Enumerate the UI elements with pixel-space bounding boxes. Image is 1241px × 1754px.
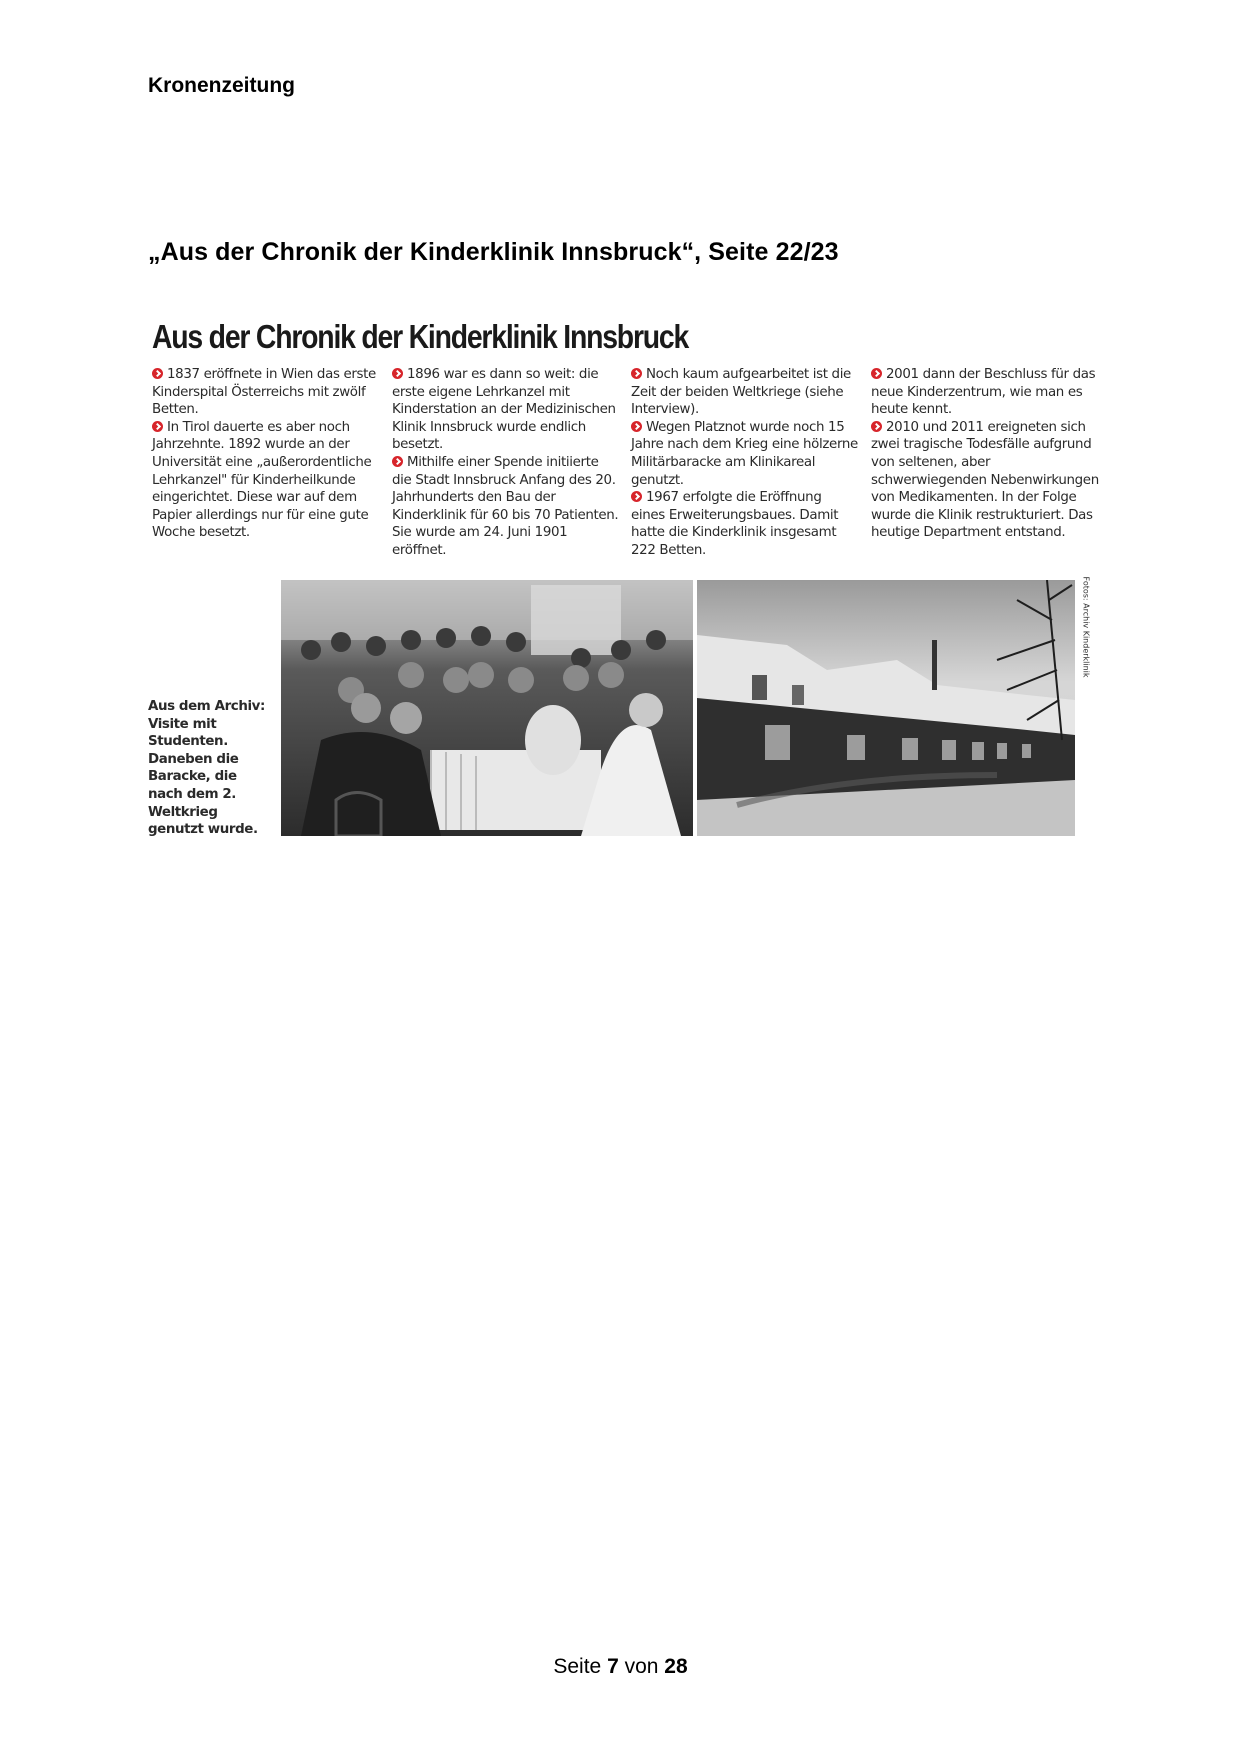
bullet-chevron-icon: [631, 368, 642, 379]
bullet-chevron-icon: [871, 368, 882, 379]
article-paragraph: [392, 366, 620, 454]
paragraph-text: 2010 und 2011 ereigneten sich zwei tragische Todesfälle aufgrund von seltenen, aber schwerwiegenden Nebenwirkungen von Medikamenten. In der Folge wurde die Klinik restrukturiert. Das heutige Department entstand.: [871, 419, 1099, 541]
bullet-chevron-icon: [392, 456, 403, 467]
barrack-photo: [697, 580, 1075, 836]
paragraph-text: 1967 erfolgte die Eröffnung eines Erweiterungsbaues. Damit hatte die Kinderklinik insgesamt 222 Betten.: [631, 490, 839, 558]
paragraph-text: 1896 war es dann so weit: die erste eigene Lehrkanzel mit Kinderstation an der Medizinischen Klinik Innsbruck wurde endlich besetzt.: [392, 367, 616, 453]
article-paragraph: [392, 454, 620, 560]
barrack-photo-drawing: [697, 580, 1075, 836]
page-footer: [0, 1655, 1241, 1679]
total-pages: 28: [664, 1655, 688, 1678]
bullet-chevron-icon: [631, 421, 642, 432]
article-paragraph: [631, 366, 859, 419]
article-headline: Aus der Chronik der Kinderklinik Innsbruck: [152, 318, 689, 355]
ward-round-photo: [281, 580, 693, 836]
article-column-4: [871, 366, 1099, 542]
article-column-2: [392, 366, 620, 560]
newspaper-clipping: [148, 318, 1098, 840]
article-paragraph: [871, 366, 1099, 419]
document-title: „Aus der Chronik der Kinderklinik Innsbruck“, Seite 22/23: [148, 238, 839, 266]
article-paragraph: [152, 419, 380, 542]
bullet-chevron-icon: [152, 368, 163, 379]
paragraph-text: 1837 eröffnete in Wien das erste Kinderspital Österreichs mit zwölf Betten.: [152, 367, 376, 418]
page-separator: von: [624, 1655, 659, 1678]
article-paragraph: [871, 419, 1099, 542]
photo-credit: [1078, 576, 1094, 700]
photo-credit-text: Fotos: Archiv Kinderklinik: [1081, 576, 1091, 678]
page-prefix: Seite: [553, 1655, 602, 1678]
article-paragraph: [152, 366, 380, 419]
current-page-number: 7: [607, 1655, 619, 1678]
article-paragraph: [631, 489, 859, 559]
article-paragraph: [631, 419, 859, 489]
paragraph-text: Noch kaum aufgearbeitet ist die Zeit der beiden Weltkriege (siehe Interview).: [631, 367, 851, 418]
paragraph-text: Wegen Platznot wurde noch 15 Jahre nach dem Krieg eine hölzerne Militärbaracke am Klinikareal genutzt.: [631, 419, 858, 488]
paragraph-text: Mithilfe einer Spende initiierte die Stadt Innsbruck Anfang des 20. Jahrhunderts den Bau der Kinderklinik für 60 bis 70 Patienten. Sie wurde am 24. Juni 1901 eröffnet.: [392, 454, 619, 558]
paragraph-text: 2001 dann der Beschluss für das neue Kinderzentrum, wie man es heute kennt.: [871, 367, 1096, 418]
bullet-chevron-icon: [871, 421, 882, 432]
paragraph-text: In Tirol dauerte es aber noch Jahrzehnte. 1892 wurde an der Universität eine „außerordentliche Lehrkanzel" für Kinderheilkunde eingerichtet. Diese war auf dem Papier allerdings nur für eine gute Woche besetzt.: [152, 419, 372, 541]
bullet-chevron-icon: [392, 368, 403, 379]
publication-name: Kronenzeitung: [148, 74, 295, 97]
bullet-chevron-icon: [152, 421, 163, 432]
article-column-1: [152, 366, 380, 542]
photo-caption: Aus dem Archiv: Visite mit Studenten. Daneben die Baracke, die nach dem 2. Weltkrieg genutzt wurde.: [148, 699, 265, 838]
bullet-chevron-icon: [631, 491, 642, 502]
article-column-3: [631, 366, 859, 560]
ward-round-photo-drawing: [281, 580, 693, 836]
